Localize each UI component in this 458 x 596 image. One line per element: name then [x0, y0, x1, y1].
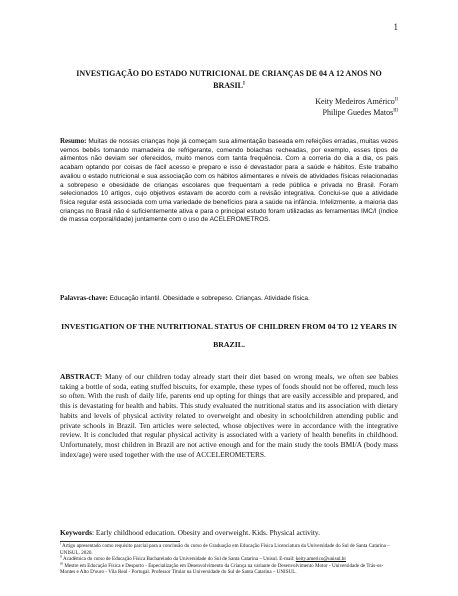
abstract-english-label: ABSTRACT: [60, 372, 103, 381]
footnote-1-mark: I [60, 541, 62, 546]
footnote-2-mark: II [60, 554, 63, 559]
keywords-portuguese [60, 294, 398, 303]
author-1-mark: II [394, 97, 398, 103]
title-english: INVESTIGATION OF THE NUTRITIONAL STATUS OF CHILDREN FROM 04 TO 12 YEARS IN BRAZIL. [61, 322, 397, 349]
abstract-portuguese [60, 137, 398, 225]
footnote-3 [60, 560, 398, 576]
page-number: 1 [393, 22, 398, 32]
footnote-3-text: Mestre em Educação Física e Desporto - Especialização em Desenvolvimento da Criança na variante do Desenvolvimento Motor - Universidade de Trás-os-Montes e Alto D'ouro - Vila Real - Portugal. Professor Titular na Universidade do Sul de Santa Catarina – UNISUL. [60, 562, 384, 575]
title-portuguese-text: INVESTIGAÇÃO DO ESTADO NUTRICIONAL DE CRIANÇAS DE 04 A 12 ANOS NO BRASIL [76, 69, 382, 90]
abstract-english-text: Many of our children today already start their diet based on wrong meals, we often see babies taking a bottle of soda, eating stuffed biscuits, for example, these types of foods should not be offered, much less so often. With the rush of daily life, parents end up opting for things that are easily accessible and prepared, and this is devastating for health and habits. This study evaluated the nutritional status and its association with dietary habits and levels of physical activity related to overweight and obesity in schoolchildren attending public and private schools in Brazil. Ten articles were selected, whose objectives were in accordance with the integrative review. It is concluded that regular physical activity is associated with a variety of health benefits in childhood. Unfortunately, most children in Brazil are not active enough and for the main study the tools BMI/A (body mass index/age) were used together with the use of ACCELEROMETERS. [60, 372, 398, 459]
author-2-mark: III [393, 108, 398, 114]
keywords-portuguese-text: Educação infantil. Obesidade e sobrepeso. Crianças. Atividade física. [109, 295, 310, 302]
author-1 [315, 96, 398, 107]
footnote-2-text: Acadêmica do curso de Educação Física Bacharelado da Universidade do Sul de Santa Catarina – Unisul. E-mail: [63, 556, 295, 562]
title-footnote-mark: I [242, 81, 245, 87]
author-2-name: Philipe Guedes Matos [322, 108, 394, 117]
abstract-portuguese-label: Resumo: [60, 137, 87, 145]
keywords-english-text: : Early childhood education. Obesity and overweight. Kids. Physical activity. [92, 528, 320, 537]
author-1-name: Keity Medeiros Américo [315, 97, 395, 106]
footnotes [60, 543, 398, 576]
footnote-3-mark: III [60, 560, 64, 565]
abstract-english [60, 372, 398, 459]
keywords-portuguese-label: Palavras-chave: [60, 294, 108, 302]
footnote-1-text: Artigo apresentado como requisito parcial para a conclusão do curso de Graduação em Educação Física Licenciatura da Universidade do Sul de Santa Catarina – UNISUL. 2020. [60, 543, 390, 556]
author-list [315, 96, 398, 118]
author-2 [315, 107, 398, 118]
title-portuguese [64, 68, 394, 92]
footnote-divider [60, 541, 180, 542]
footnote-2-email-link[interactable]: keity.americo@unisul.br [295, 556, 347, 562]
keywords-english-label: Keywords [60, 528, 93, 537]
keywords-english [60, 528, 398, 538]
abstract-portuguese-text: Muitas de nossas crianças hoje já começam sua alimentação baseada em refeições erradas, muitas vezes vemos bebês tomando mamadeira de refrigerante, comendo bolachas recheadas, por exemplo, esses tipos de alimentos não deviam ser oferecidos, muito menos com tanta frequência. Com a correria do dia a dia, os pais acabam optando por coisas de fácil acesso e preparo e isso é devastador para a saúde e hábitos. Este trabalho avaliou o estado nutricional e sua associação com os hábitos alimentares e níveis de atividades físicas relacionadas a sobrepeso e obesidade de crianças escolares que frequentam a rede pública e privada no Brasil. Foram selecionados 10 artigos, cujo objetivos estavam de acordo com a revisão integrativa. Conclui-se que a atividade física regular está associada com uma variedade de benefícios para a saúde na infância. Infelizmente, a maioria das crianças no Brasil não é suficientemente ativa e para o principal estudo foram utilizadas as ferramentas IMC/I (índice de massa corporal/idade) juntamente com o uso de ACELEROMETROS. [60, 138, 398, 224]
